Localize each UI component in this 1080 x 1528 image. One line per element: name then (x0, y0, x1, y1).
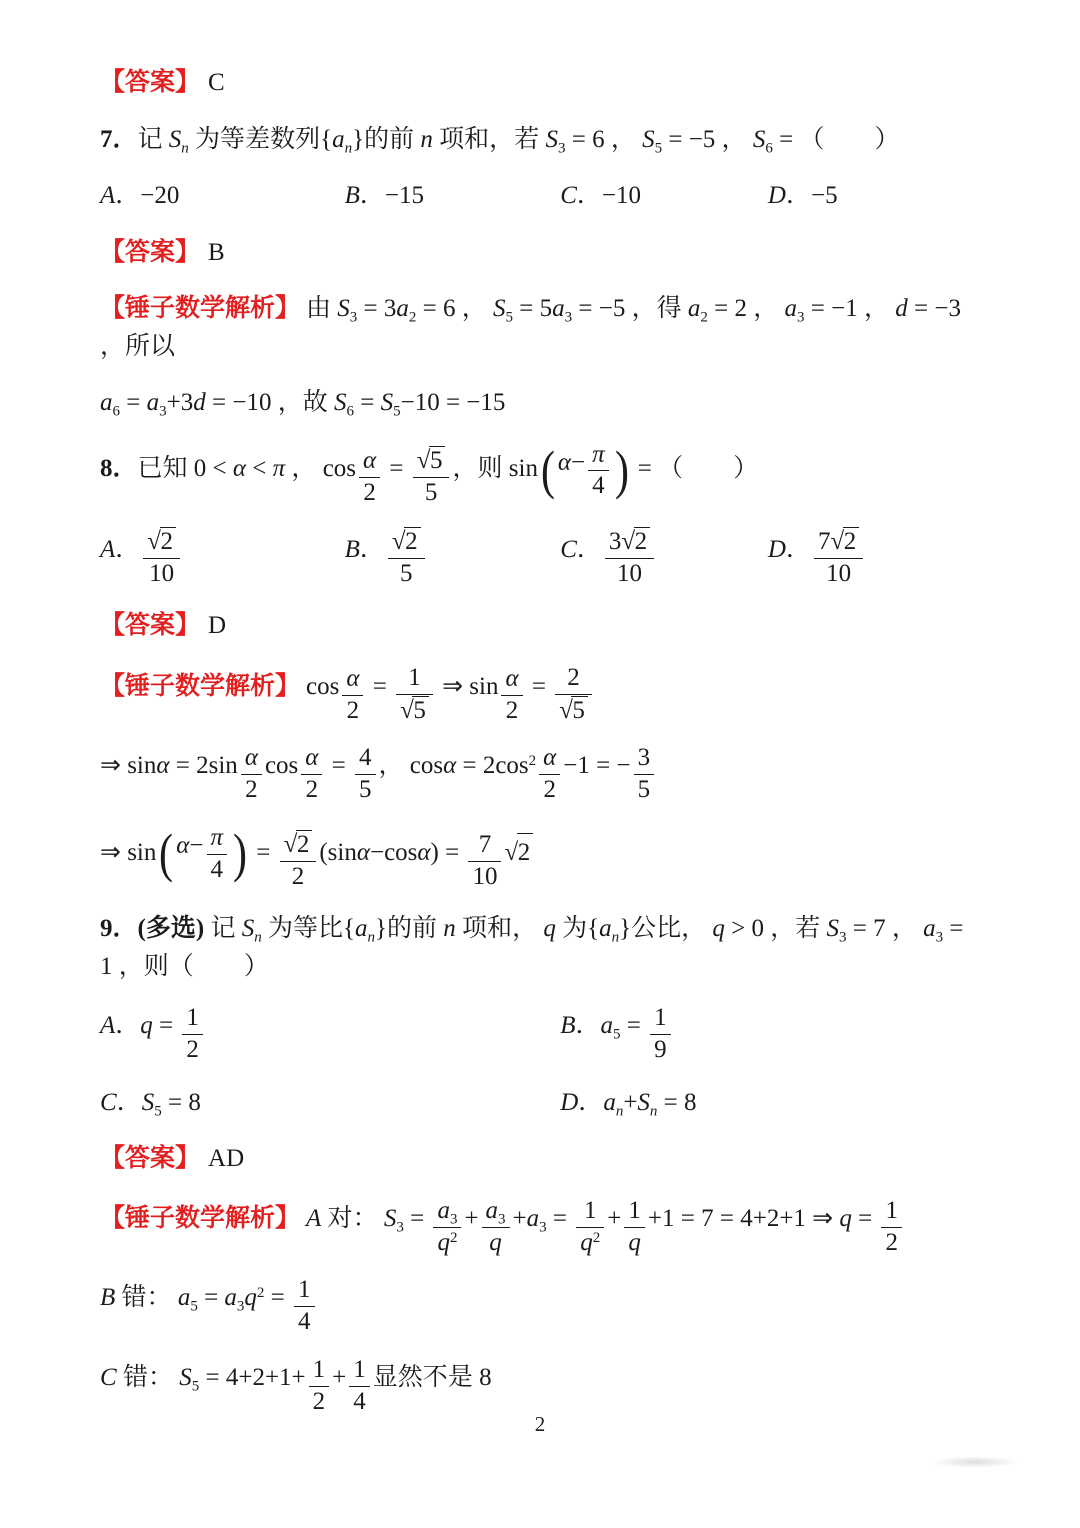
solution-q8-line2 (100, 744, 980, 805)
answer-q6 (100, 64, 980, 102)
section-label: 【答案】 (100, 611, 201, 640)
fraction: $\frac{a_3}{q^2}$ (433, 1197, 461, 1258)
big-parens: ( α− $\frac{\pi}{4}$ ) (540, 439, 629, 500)
section-label: 【答案】 (100, 68, 201, 96)
fraction: $\frac{1}{q^2}$ (576, 1197, 604, 1258)
fraction: $\frac{1}{2}$ (881, 1197, 902, 1258)
solution-text: A 对： $S_3$ = $\frac{a_3}{q^2}$ + $\frac{a_3}{q}$ $+a_3$ = $\frac{1}{q^2}$ + $\frac{1}{q}$ +1 = 7 = 4+2+1 ⇒ q = $\frac{1}{2}$ (306, 1205, 905, 1232)
fraction: $\frac{√2}{5}$ (388, 527, 425, 589)
solution-q8-line3 (100, 824, 980, 891)
fraction: $\frac{7√2}{10}$ (814, 527, 863, 589)
text-line: B 错： $a_5 = a_3q^2$ = $\frac{1}{4}$ (100, 1284, 318, 1311)
option: B． $\frac{√2}{5}$ (345, 527, 561, 589)
option: C．−10 (560, 182, 642, 209)
radical: √2 (147, 528, 176, 555)
solution-text: 由 $S_3 = 3a_2 = 6$ ， $S_5 = 5a_3 = -5$ ，得 $a_2 = 2$ ， $a_3 = -1$ ， d = −3 ，所以 (100, 295, 961, 360)
options-q7 (100, 177, 980, 215)
fraction: $\frac{4}{5}$ (355, 744, 376, 805)
section-label: 【锤子数学解析】 (100, 671, 301, 700)
fraction: $\frac{2}{√5}$ (555, 664, 592, 726)
option: A．−20 (100, 182, 180, 209)
big-parens: ( α− $\frac{\pi}{4}$ ) (159, 823, 247, 884)
answer-q9 (100, 1140, 980, 1178)
fraction: $\frac{\alpha}{2}$ (539, 744, 560, 805)
solution-q7-line1 (100, 290, 980, 365)
page-footer (0, 1412, 1080, 1437)
options-q8 (100, 527, 980, 589)
section-label: 【答案】 (100, 237, 201, 266)
option: B．−15 (344, 182, 425, 209)
text-line: ⇒ sinα = 2sin $\frac{\alpha}{2}$ cos $\frac{\alpha}{2}$ = $\frac{4}{5}$ ， $\cos\alpha = 2\cos^2$ $\frac{\alpha}{2}$ −1 = − $\frac{3}{5}$ (100, 752, 657, 779)
answer-value: B (208, 238, 225, 266)
solution-q9-lineC (100, 1356, 980, 1417)
fraction: $\frac{1}{4}$ (349, 1356, 370, 1417)
question-8 (100, 441, 980, 508)
question-9 (100, 910, 980, 985)
option: A． $\frac{√2}{10}$ (100, 527, 345, 589)
text-line: 8．已知 0 < α < π ， cos $\frac{\alpha}{2}$ = $\frac{√5}{5}$ ，则 sin ( α− $\frac{\pi}{4}$ ) = （ ） (100, 439, 759, 507)
fraction: $\frac{a_3}{q}$ (482, 1197, 510, 1258)
text-line: ⇒ sin ( α− $\frac{\pi}{4}$ ) = $\frac{√2}{2}$ (sinα−cosα) = $\frac{7}{10}$ √2 (100, 839, 533, 866)
radical: √5 (417, 447, 446, 474)
text-line: 9．(多选) 记 $S_n$ 为等比$\{a_n\}$的前 n 项和， q 为$\{a_n\}$公比， q > 0 ，若 $S_3 = 7$ ， $a_3 = 1$ ，则（ ） (100, 915, 964, 980)
answer-value: D (208, 612, 227, 640)
answer-q7 (100, 234, 980, 272)
fraction: $\frac{3}{5}$ (634, 744, 655, 805)
fraction: $\frac{1}{2}$ (182, 1004, 203, 1065)
radical: √2 (504, 839, 533, 866)
fraction: $\frac{3√2}{10}$ (605, 527, 654, 589)
fraction: $\frac{\alpha}{2}$ (342, 665, 363, 726)
watermark (930, 1456, 1020, 1468)
options-q9-row2 (100, 1084, 980, 1122)
fraction: $\frac{1}{2}$ (309, 1356, 330, 1417)
option: D．−5 (767, 182, 838, 209)
radical: √5 (400, 697, 429, 724)
fraction: $\frac{1}{9}$ (650, 1004, 671, 1065)
solution-q8-line1 (100, 664, 980, 726)
fraction: $\frac{1}{4}$ (294, 1276, 315, 1337)
option: C．$S_5 = 8$ (100, 1088, 201, 1120)
fraction: $\frac{\alpha}{2}$ (241, 744, 262, 805)
option: C． $\frac{3√2}{10}$ (560, 527, 768, 589)
fraction: $\frac{\alpha}{2}$ (501, 665, 522, 726)
fraction: $\frac{\pi}{4}$ (207, 824, 228, 885)
fraction: $\frac{1}{q}$ (624, 1197, 645, 1258)
option: D．$a_n+S_n = 8$ (560, 1088, 697, 1120)
question-7 (100, 121, 980, 159)
text-line: $a_6 = a_3+3d = -10$ ，故 $S_6 = S_5-10 = -15$ (100, 389, 506, 420)
radical: √2 (284, 831, 313, 858)
page-number: 2 (534, 1412, 546, 1436)
fraction: $\frac{√5}{5}$ (413, 446, 450, 508)
solution-q7-line2 (100, 384, 980, 422)
fraction: $\frac{√2}{10}$ (143, 527, 180, 589)
fraction: $\frac{\pi}{4}$ (588, 441, 609, 502)
fraction: $\frac{\alpha}{2}$ (301, 744, 322, 805)
option: A．q = $\frac{1}{2}$ (100, 1004, 560, 1065)
answer-value: C (208, 69, 225, 96)
fraction: $\frac{\alpha}{2}$ (359, 447, 380, 508)
radical: √2 (621, 528, 650, 555)
answer-q8 (100, 607, 980, 645)
text-line: 7．记 $S_n$ 为等差数列$\{a_n\}$的前 n 项和，若 $S_3 = 6$ ， $S_5 = -5$ ， $S_6$ = （ ） (100, 125, 900, 156)
option: B．$a_5$ = $\frac{1}{9}$ (560, 1004, 980, 1065)
fraction: $\frac{1}{√5}$ (396, 664, 433, 726)
fraction: $\frac{√2}{2}$ (280, 830, 317, 892)
options-q9-row1 (100, 1004, 980, 1065)
text-line: C 错： $S_5 = 4+2+1+$ $\frac{1}{2}$ + $\frac{1}{4}$ 显然不是 8 (100, 1355, 492, 1415)
section-label: 【锤子数学解析】 (100, 294, 301, 322)
radical: √2 (392, 528, 421, 555)
solution-text: cos $\frac{\alpha}{2}$ = $\frac{1}{√5}$ ⇒ sin $\frac{\alpha}{2}$ = $\frac{2}{√5}$ (306, 673, 595, 700)
answer-value: AD (208, 1145, 245, 1173)
option: D． $\frac{7√2}{10}$ (768, 527, 980, 589)
section-label: 【锤子数学解析】 (100, 1203, 301, 1232)
solution-q9-lineA (100, 1197, 980, 1258)
radical: √2 (830, 528, 859, 555)
solution-q9-lineB (100, 1276, 980, 1337)
fraction: $\frac{7}{10}$ (468, 831, 501, 892)
radical: √5 (559, 697, 588, 724)
section-label: 【答案】 (100, 1144, 201, 1173)
